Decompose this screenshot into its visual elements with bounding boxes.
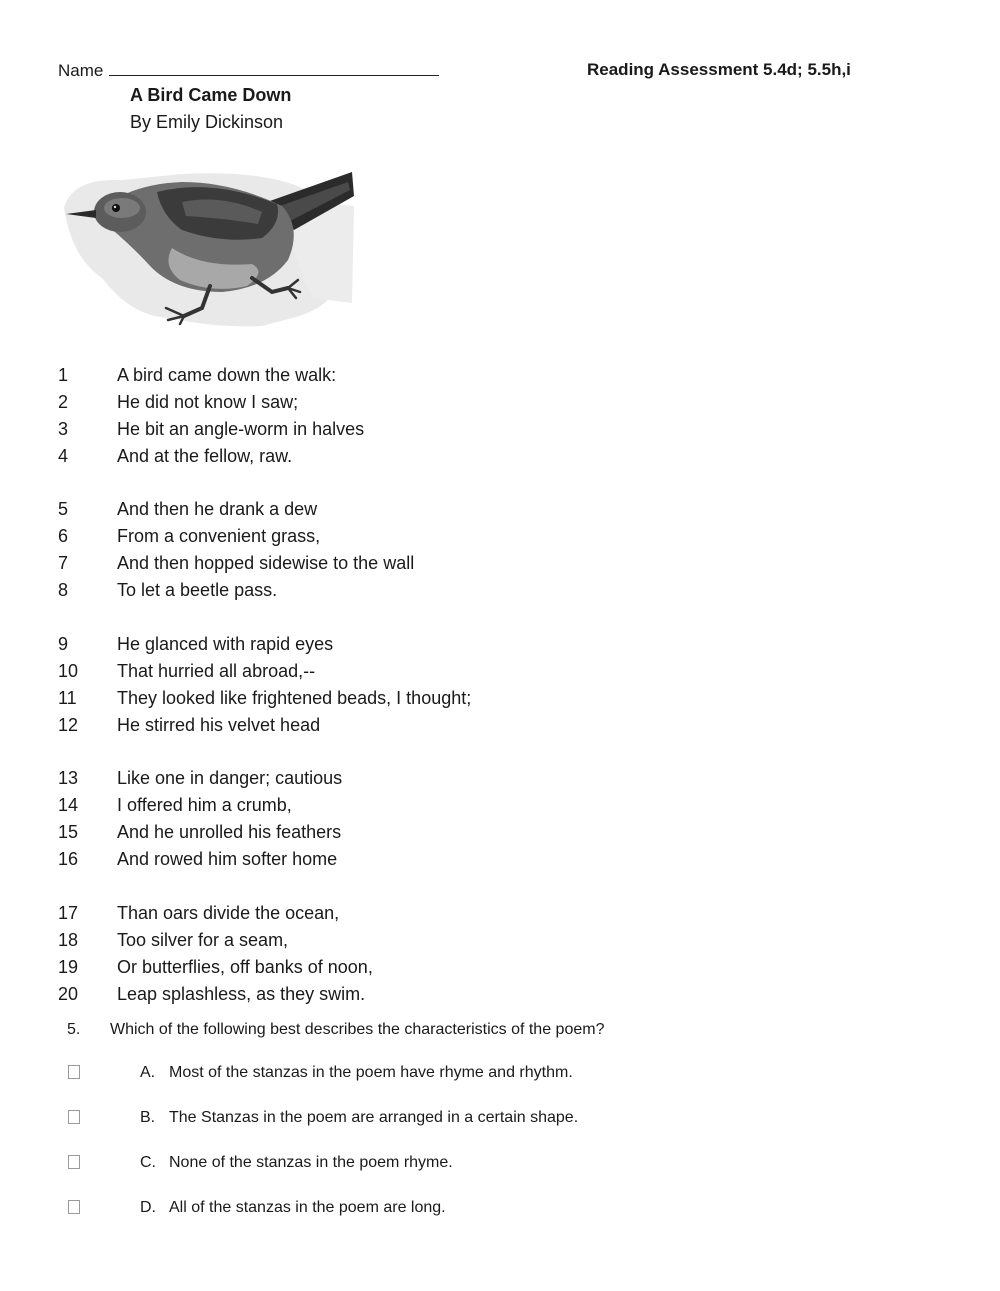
line-text: And then he drank a dew [117,499,318,519]
line-number: 14 [58,795,79,815]
line-number: 19 [58,957,79,977]
line-number: 13 [58,768,79,788]
line-text: That hurried all abroad,-- [117,661,316,681]
line-number: 5 [58,499,69,519]
poem-line [58,687,471,709]
poem-line [58,498,317,520]
poem-line [58,794,292,816]
poem-line [58,848,337,870]
poem-line [58,821,341,843]
line-text: A bird came down the walk: [117,365,337,385]
poem-line [58,902,339,924]
poem-line [58,956,373,978]
answer-option-d[interactable] [68,1197,446,1219]
line-text: He glanced with rapid eyes [117,634,334,654]
poem-line [58,633,333,655]
poem-line [58,418,364,440]
poem-line [58,525,320,547]
option-letter: A. [140,1064,156,1081]
option-text: Most of the stanzas in the poem have rhyme and rhythm. [169,1064,573,1081]
poem-line [58,552,414,574]
line-text: And rowed him softer home [117,849,338,869]
line-text: Than oars divide the ocean, [117,903,340,923]
option-d-checkbox[interactable] [68,1200,80,1214]
poem-author: By Emily Dickinson [130,112,284,132]
line-text: Or butterflies, off banks of noon, [117,957,373,977]
line-number: 17 [58,903,79,923]
line-text: He bit an angle-worm in halves [117,419,365,439]
line-number: 15 [58,822,79,842]
option-text: The Stanzas in the poem are arranged in a certain shape. [169,1109,579,1126]
line-text: Too silver for a seam, [117,930,289,950]
option-letter: B. [140,1109,156,1126]
line-number: 8 [58,580,69,600]
line-number: 6 [58,526,69,546]
poem-line [58,767,342,789]
poem-line [58,391,298,413]
line-number: 10 [58,661,79,681]
option-text: All of the stanzas in the poem are long. [169,1199,446,1216]
poem-line [58,714,320,736]
poem-line [58,364,336,386]
line-number: 2 [58,392,69,412]
name-blank-line[interactable] [109,60,439,76]
line-number: 11 [58,688,77,708]
line-text: And he unrolled his feathers [117,822,342,842]
answer-option-a[interactable] [68,1062,573,1084]
question-number: 5. [67,1021,81,1038]
answer-option-c[interactable] [68,1152,453,1174]
line-number: 18 [58,930,79,950]
line-text: To let a beetle pass. [117,580,278,600]
poem-line [58,983,365,1005]
line-text: And at the fellow, raw. [117,446,293,466]
line-number: 12 [58,715,79,735]
assessment-code: Reading Assessment 5.4d; 5.5h,i [587,60,851,79]
line-number: 9 [58,634,69,654]
answer-option-b[interactable] [68,1107,579,1129]
option-b-checkbox[interactable] [68,1110,80,1124]
option-letter: C. [140,1154,156,1171]
poem-line [58,445,292,467]
line-number: 7 [58,553,69,573]
poem-line [58,660,315,682]
line-text: From a convenient grass, [117,526,321,546]
option-c-checkbox[interactable] [68,1155,80,1169]
line-number: 3 [58,419,69,439]
line-number: 16 [58,849,79,869]
poem-line [58,579,277,601]
line-number: 4 [58,446,69,466]
line-text: Like one in danger; cautious [117,768,343,788]
option-a-checkbox[interactable] [68,1065,80,1079]
line-text: He stirred his velvet head [117,715,321,735]
bird-illustration [62,168,362,330]
question-text: Which of the following best describes the characteristics of the poem? [110,1021,605,1038]
line-text: And then hopped sidewise to the wall [117,553,415,573]
name-label: Name [58,61,104,80]
line-text: I offered him a crumb, [117,795,292,815]
name-field[interactable] [58,60,439,81]
option-text: None of the stanzas in the poem rhyme. [169,1154,453,1171]
poem-title: A Bird Came Down [130,85,292,105]
line-number: 20 [58,984,79,1004]
line-text: He did not know I saw; [117,392,299,412]
line-text: They looked like frightened beads, I thought; [117,688,472,708]
line-text: Leap splashless, as they swim. [117,984,366,1004]
poem-line [58,929,288,951]
line-number: 1 [58,365,69,385]
option-letter: D. [140,1199,156,1216]
